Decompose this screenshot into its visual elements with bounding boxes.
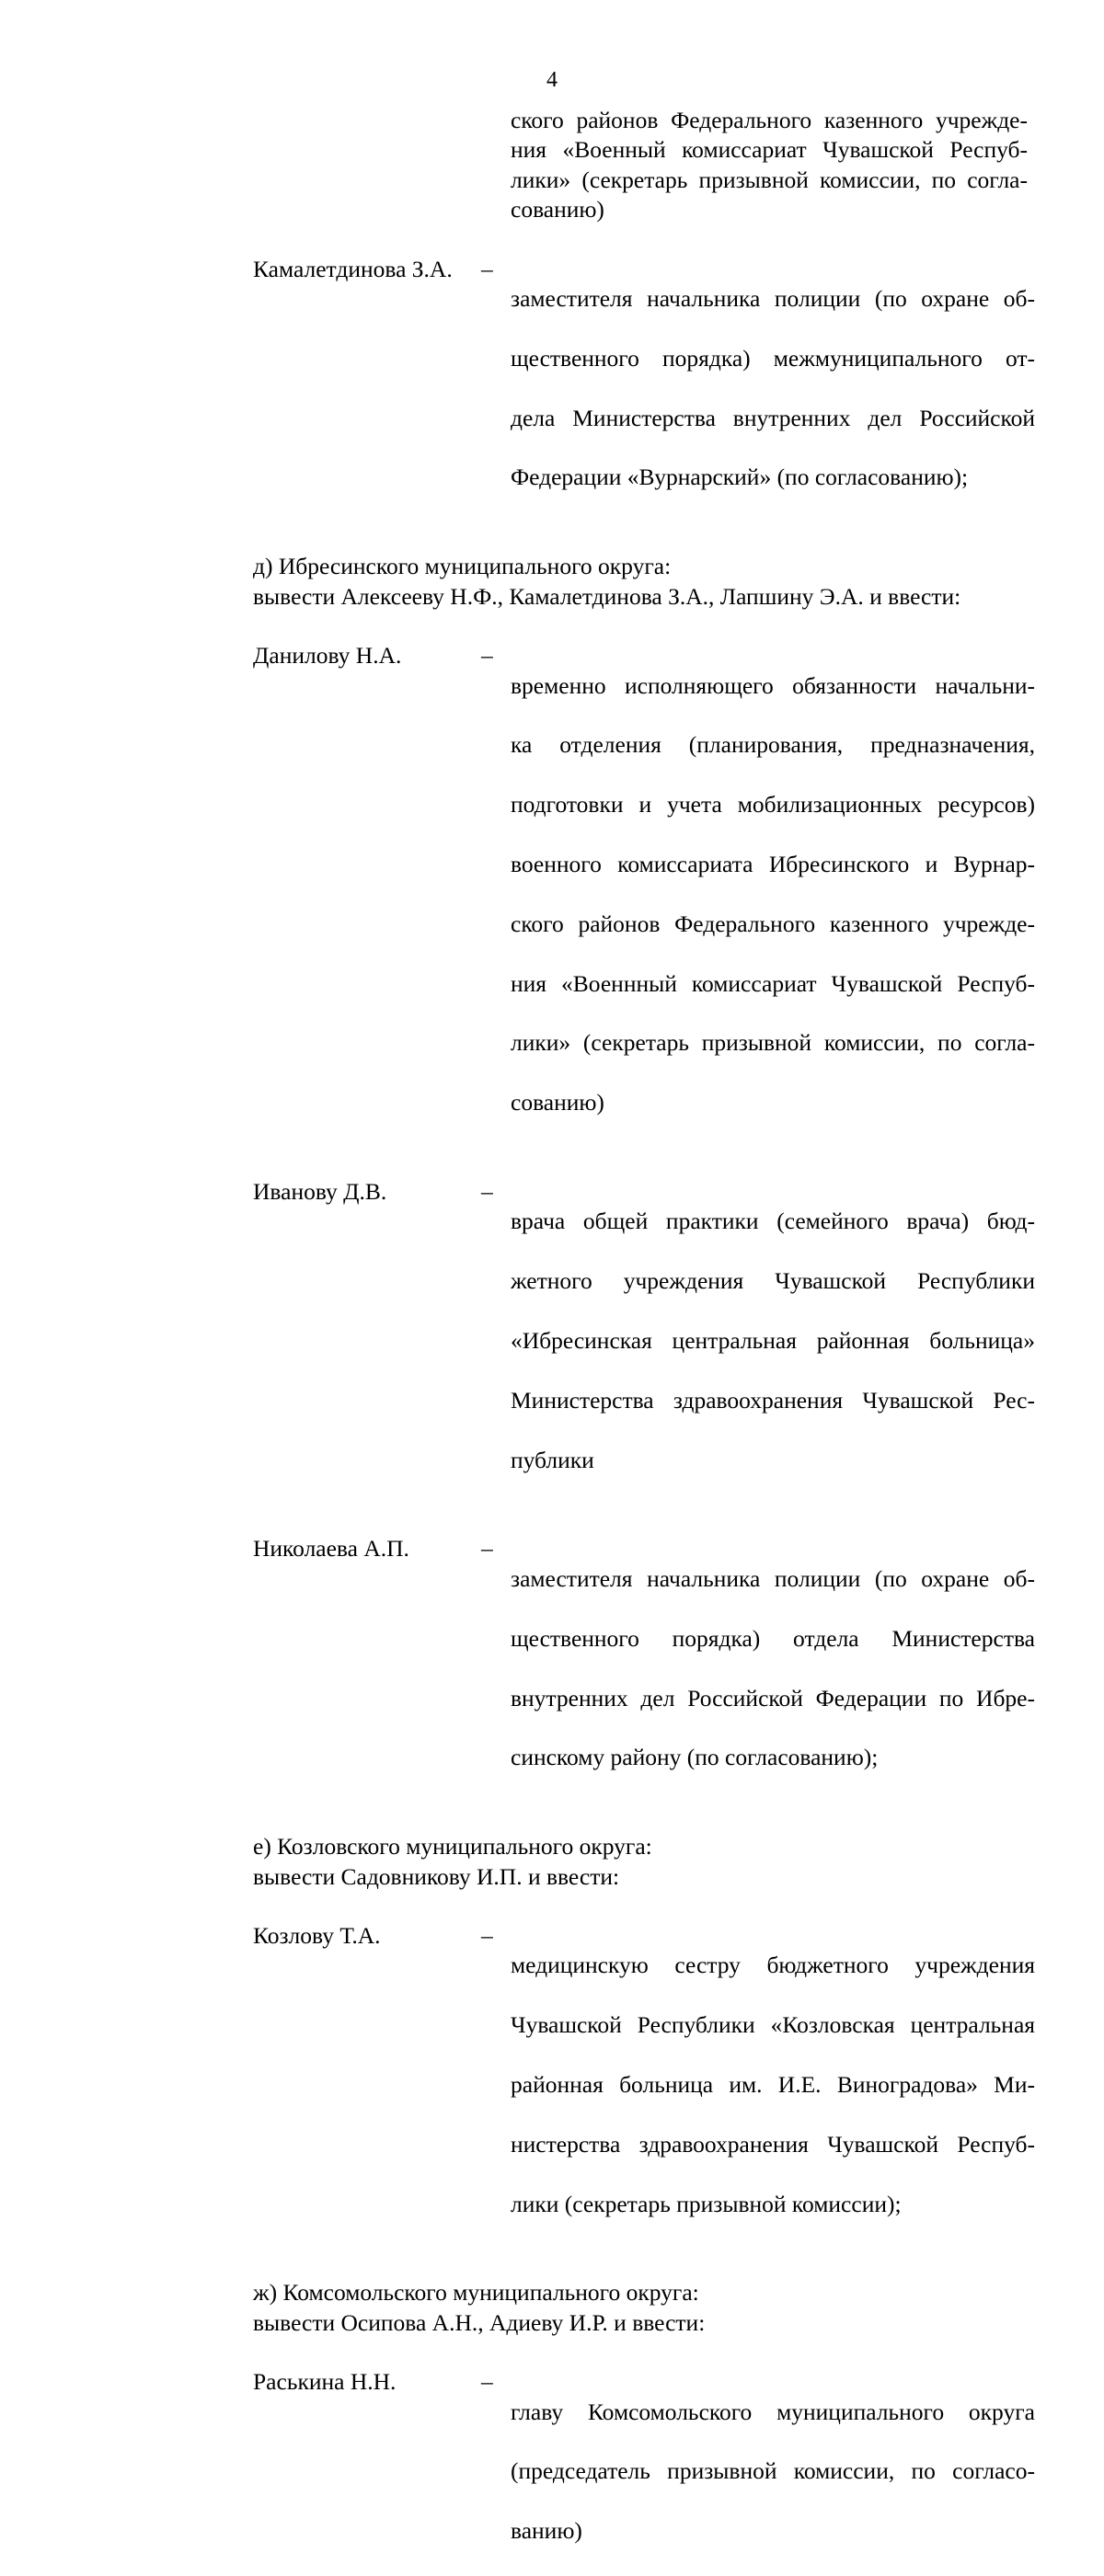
text-line: медицинскую сестру бюджетного учреждения xyxy=(511,1952,1035,1979)
text-line: Министерства здравоохранения Чувашской Рес- xyxy=(511,1386,1035,1414)
text-line: ка отделения (планирования, предназначения, xyxy=(511,731,1035,759)
member-entry xyxy=(253,255,1035,523)
member-position xyxy=(511,255,1035,523)
text-line: «Ибресинская центральная районная больница» xyxy=(511,1327,1035,1355)
section-instruction: вывести Алексееву Н.Ф., Камалетдинова З.А., Лапшину Э.А. и ввести: xyxy=(253,582,961,610)
text-line: лики (секретарь призывной комиссии); xyxy=(511,2190,902,2217)
text-line: районная больница им. И.Е. Виноградова» Ми- xyxy=(511,2070,1035,2098)
dash-separator: – xyxy=(481,255,493,282)
text-line: заместителя начальника полиции (по охране об- xyxy=(511,1564,1035,1592)
text-line: врача общей практики (семейного врача) бюд- xyxy=(511,1208,1035,1235)
member-name: Раськина Н.Н. xyxy=(253,2368,397,2396)
text-line: ния «Военный комиссариат Чувашской Респуб- xyxy=(511,136,1028,164)
text-line: сованию) xyxy=(511,1089,604,1116)
text-line: внутренних дел Российской Федерации по Ибре- xyxy=(511,1684,1035,1712)
section-header-zh xyxy=(253,2278,1035,2338)
member-position xyxy=(511,1534,1035,1803)
text-line: щественного порядка) межмуниципального от- xyxy=(511,344,1035,372)
text-line: синскому району (по согласованию); xyxy=(511,1744,879,1771)
member-name: Камалетдинова З.А. xyxy=(253,255,453,282)
member-name: Данилову Н.А. xyxy=(253,642,402,670)
member-position xyxy=(511,641,1035,1148)
text-line: публики xyxy=(511,1446,594,1473)
member-position xyxy=(511,1177,1035,1505)
section-header-e xyxy=(253,1832,1035,1892)
text-line: ния «Военнный комиссариат Чувашской Респуб- xyxy=(511,969,1035,997)
member-entry xyxy=(253,1177,1035,1505)
text-line: главу Комсомольского муниципального округа xyxy=(511,2398,1035,2425)
member-name: Иванову Д.В. xyxy=(253,1178,387,1205)
text-line: лики» (секретарь призывной комиссии, по согла- xyxy=(511,1029,1035,1057)
text-line: жетного учреждения Чувашской Республики xyxy=(511,1267,1035,1295)
text-line: Чувашской Республики «Козловская центральная xyxy=(511,2011,1035,2039)
section-heading: е) Козловского муниципального округа: xyxy=(253,1833,652,1860)
text-line: ского районов Федерального казенного учрежде- xyxy=(511,910,1035,937)
text-line: Федерации «Вурнарский» (по согласованию); xyxy=(511,464,969,491)
member-position xyxy=(511,2367,1035,2576)
text-line: нистерства здравоохранения Чувашской Респуб- xyxy=(511,2130,1035,2158)
dash-separator: – xyxy=(481,642,493,670)
dash-separator: – xyxy=(481,1178,493,1205)
member-name: Козлову Т.А. xyxy=(253,1921,381,1949)
member-position xyxy=(511,1921,1035,2249)
text-line: ванию) xyxy=(511,2517,582,2545)
section-instruction: вывести Осипова А.Н., Адиеву И.Р. и ввести: xyxy=(253,2308,706,2336)
dash-separator: – xyxy=(481,1535,493,1563)
dash-separator: – xyxy=(481,1921,493,1949)
document-body xyxy=(253,106,1035,2576)
text-line: временно исполняющего обязанности начальни- xyxy=(511,671,1035,699)
member-entry xyxy=(253,2367,1035,2576)
text-line: сованию) xyxy=(511,196,604,223)
text-line: щественного порядка) отдела Министерства xyxy=(511,1624,1035,1652)
section-heading: д) Ибресинского муниципального округа: xyxy=(253,553,672,580)
text-line: (председатель призывной комиссии, по согласо- xyxy=(511,2457,1035,2485)
text-line: подготовки и учета мобилизационных ресурсов) xyxy=(511,791,1035,819)
dash-separator: – xyxy=(481,2368,493,2396)
text-line: военного комиссариата Ибресинского и Вурнар- xyxy=(511,850,1035,877)
member-entry xyxy=(253,1534,1035,1803)
page-number: 4 xyxy=(546,68,558,92)
member-entry xyxy=(253,1921,1035,2249)
member-name: Николаева А.П. xyxy=(253,1535,409,1563)
section-instruction: вывести Садовникову И.П. и ввести: xyxy=(253,1862,620,1890)
continuation-text xyxy=(511,106,1028,225)
text-line: дела Министерства внутренних дел Российской xyxy=(511,404,1035,431)
section-header-d xyxy=(253,552,1035,612)
text-line: заместителя начальника полиции (по охране об- xyxy=(511,285,1035,313)
member-entry xyxy=(253,641,1035,1148)
section-heading: ж) Комсомольского муниципального округа: xyxy=(253,2279,699,2307)
text-line: лики» (секретарь призывной комиссии, по согла- xyxy=(511,166,1028,193)
text-line: ского районов Федерального казенного учрежде- xyxy=(511,107,1028,133)
